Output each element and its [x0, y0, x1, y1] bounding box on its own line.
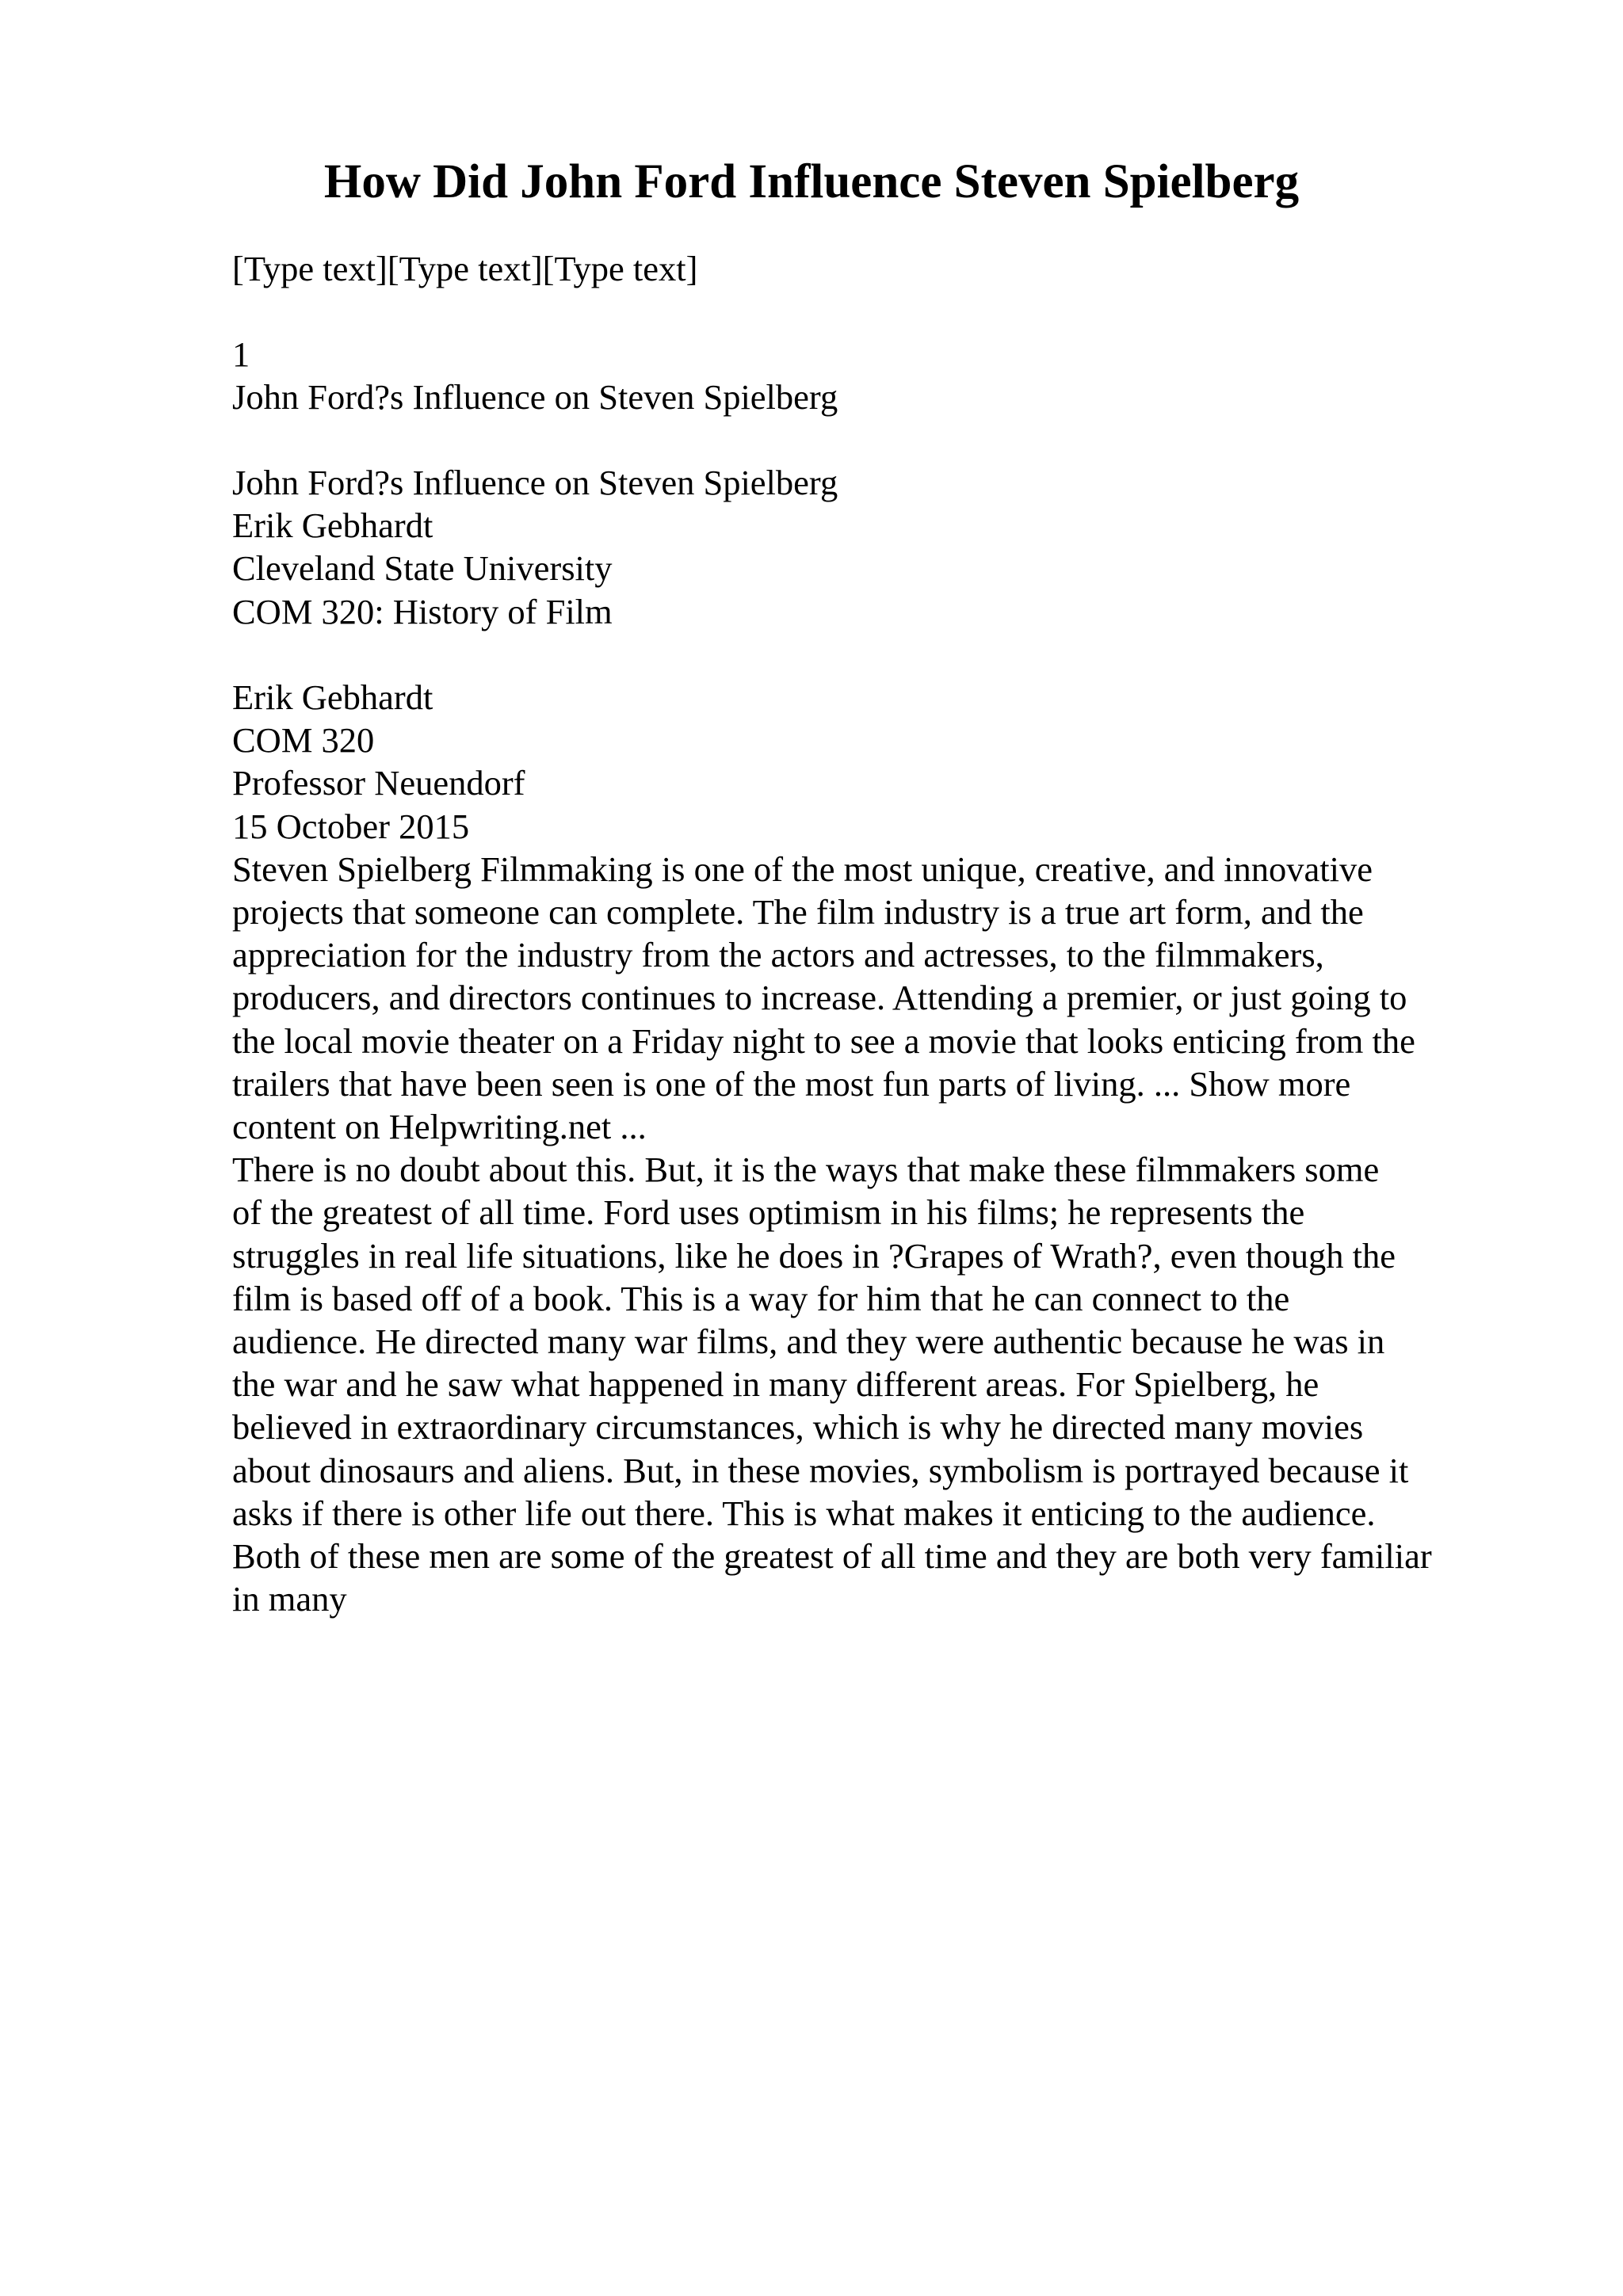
paragraph-1-line: content on Helpwriting.net ...: [232, 1107, 647, 1147]
author-name: Erik Gebhardt: [232, 505, 433, 546]
paragraph-1-line: projects that someone can complete. The film industry is a true art form, and the: [232, 892, 1364, 933]
heading-author: Erik Gebhardt: [232, 677, 433, 717]
paragraph-2-line: believed in extraordinary circumstances, which is why he directed many movies: [232, 1407, 1364, 1447]
paragraph-2-line: audience. He directed many war films, and they were authentic because he was in: [232, 1322, 1385, 1362]
paragraph-2-line: Both of these men are some of the greatest of all time and they are both very familiar: [232, 1536, 1432, 1577]
institution-name: Cleveland State University: [232, 548, 613, 589]
heading-professor: Professor Neuendorf: [232, 763, 525, 803]
heading-course: COM 320: [232, 720, 375, 761]
header-placeholder: [232, 247, 1564, 290]
paragraph-1-line: producers, and directors continues to increase. Attending a premier, or just going to: [232, 978, 1407, 1018]
heading-date: 15 October 2015: [232, 806, 470, 846]
running-header: [232, 333, 1564, 418]
header-placeholder-text: [Type text][Type text][Type text]: [232, 249, 698, 288]
paragraph-2-line: There is no doubt about this. But, it is the ways that make these filmmakers some: [232, 1150, 1380, 1190]
paragraph-2-line: the war and he saw what happened in many different areas. For Spielberg, he: [232, 1364, 1319, 1405]
running-head-title: John Ford?s Influence on Steven Spielberg: [232, 377, 838, 418]
paper-title: John Ford?s Influence on Steven Spielberg: [232, 463, 838, 502]
paragraph-2-line: asks if there is other life out there. This is what makes it enticing to the audience.: [232, 1493, 1376, 1533]
paragraph-2-line: in many: [232, 1579, 347, 1619]
paragraph-1-line: appreciation for the industry from the actors and actresses, to the filmmakers,: [232, 935, 1324, 975]
essay-body: [232, 676, 1564, 1620]
document-title: How Did John Ford Influence Steven Spielberg: [323, 155, 1300, 208]
title-page-info: [232, 461, 1564, 633]
paragraph-2-line: film is based off of a book. This is a way for him that he can connect to the: [232, 1278, 1290, 1318]
course-name: COM 320: History of Film: [232, 591, 613, 631]
paragraph-1-line: Steven Spielberg Filmmaking is one of the most unique, creative, and innovative: [232, 849, 1373, 889]
paragraph-2-line: about dinosaurs and aliens. But, in these movies, symbolism is portrayed because it: [232, 1450, 1409, 1490]
paragraph-1: [232, 848, 1564, 1148]
paragraph-2-line: of the greatest of all time. Ford uses optimism in his films; he represents the: [232, 1192, 1305, 1233]
paragraph-1-line: the local movie theater on a Friday night to see a movie that looks enticing from the: [232, 1020, 1415, 1061]
paragraph-1-line: trailers that have been seen is one of the most fun parts of living. ... Show more: [232, 1063, 1351, 1104]
page-number: 1: [232, 334, 250, 374]
paragraph-2-line: struggles in real life situations, like he does in ?Grapes of Wrath?, even though the: [232, 1235, 1396, 1276]
paragraph-2: [232, 1148, 1564, 1620]
